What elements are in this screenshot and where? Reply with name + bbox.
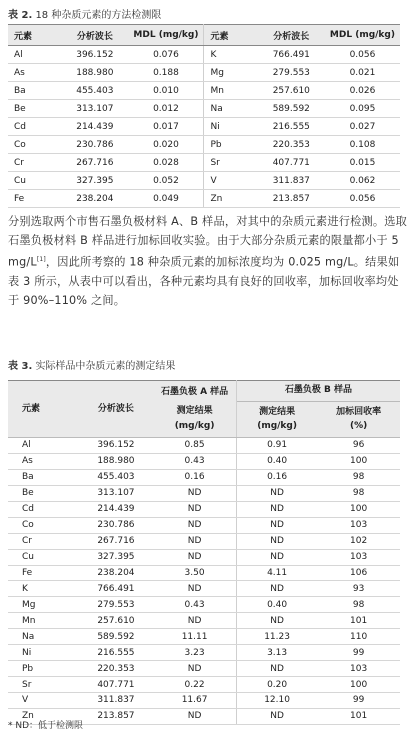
table2-row xyxy=(8,190,400,208)
table3-cell: 103 xyxy=(317,517,400,533)
table3-cell: 267.716 xyxy=(79,533,154,549)
table3-cell: 238.204 xyxy=(79,565,154,581)
table2-cell: 0.020 xyxy=(128,136,204,154)
table2-header-cell: 分析波长 xyxy=(258,25,325,46)
table3-cell: Al xyxy=(8,438,79,454)
table3-row xyxy=(8,565,400,581)
table3-cell: Mn xyxy=(8,613,79,629)
table3-cell: 99 xyxy=(317,693,400,709)
table2-row xyxy=(8,154,400,172)
table3-cell: ND xyxy=(153,533,236,549)
table3-cell: ND xyxy=(236,517,317,533)
paragraph-text-continued: ，因此所考察的 18 种杂质元素的加标浓度均为 0.025 mg/L。结果如表 3 所示，从表中可以看出，各种元素均具有良好的回收率，加标回收率均处于 90%–110% 之间。 xyxy=(8,255,400,307)
table3-cell: 100 xyxy=(317,453,400,469)
table3-cell: Sr xyxy=(8,677,79,693)
table2-cell: 0.027 xyxy=(325,118,400,136)
table2-cell: Mn xyxy=(204,82,258,100)
table2-row xyxy=(8,46,400,64)
table3-cell: 100 xyxy=(317,677,400,693)
table2-cell: Fe xyxy=(8,190,61,208)
table2-cell: 0.188 xyxy=(128,64,204,82)
paragraph-text: 分别选取两个市售石墨负极材料 A、B 样品，对其中的杂质元素进行检测。选取石墨负极材料 B 样品进行加标回收实验。由于大部分杂质元素的限量都小于 5 mg/L xyxy=(8,215,408,269)
table2-cell: As xyxy=(8,64,61,82)
table3-header-b-recovery: 加标回收率 xyxy=(317,401,400,419)
table2-cell: 238.204 xyxy=(61,190,128,208)
table3-cell: 3.13 xyxy=(236,645,317,661)
table2-cell: 279.553 xyxy=(258,64,325,82)
table2-cell: 0.076 xyxy=(128,46,204,64)
table3-cell: 213.857 xyxy=(79,708,154,724)
table3-cell: 0.22 xyxy=(153,677,236,693)
table2-cell: 407.771 xyxy=(258,154,325,172)
table3-cell: 103 xyxy=(317,661,400,677)
table3-cell: 279.553 xyxy=(79,597,154,613)
table2-cell: 230.786 xyxy=(61,136,128,154)
table3-header-element: 元素 xyxy=(8,381,79,438)
table3-row xyxy=(8,581,400,597)
table2-cell: 220.353 xyxy=(258,136,325,154)
table2-caption-number: 表 2. xyxy=(8,10,33,21)
table3-cell: 407.771 xyxy=(79,677,154,693)
table3-cell: 0.40 xyxy=(236,453,317,469)
table2-cell: 0.049 xyxy=(128,190,204,208)
table3-cell: 396.152 xyxy=(79,438,154,454)
table2-caption xyxy=(8,6,161,21)
table2-cell: Ba xyxy=(8,82,61,100)
table2-row xyxy=(8,100,400,118)
table3-cell: Zn xyxy=(8,708,79,724)
table3-cell: 0.16 xyxy=(153,469,236,485)
table3-caption xyxy=(8,357,175,372)
table3-cell: ND xyxy=(153,549,236,565)
table3-cell: 93 xyxy=(317,581,400,597)
table3-row xyxy=(8,613,400,629)
table2-cell: Pb xyxy=(204,136,258,154)
table2-cell: 0.062 xyxy=(325,172,400,190)
table3-cell: 311.837 xyxy=(79,693,154,709)
table3-row xyxy=(8,438,400,454)
table3-cell: 0.85 xyxy=(153,438,236,454)
table3-header-wavelength: 分析波长 xyxy=(79,381,154,438)
footnote: * ND：低于检测限 xyxy=(8,721,84,731)
table3-cell: Na xyxy=(8,629,79,645)
table3-cell: ND xyxy=(236,708,317,724)
table2-cell: 0.017 xyxy=(128,118,204,136)
table3-header-b-result: 测定结果 xyxy=(236,401,317,419)
table2-cell: 327.395 xyxy=(61,172,128,190)
table3-row xyxy=(8,453,400,469)
table3-cell: Pb xyxy=(8,661,79,677)
table3-row xyxy=(8,533,400,549)
table3-cell: 3.50 xyxy=(153,565,236,581)
table3-caption-text: 实际样品中杂质元素的测定结果 xyxy=(35,361,176,372)
table2-cell: 213.857 xyxy=(258,190,325,208)
table3-row xyxy=(8,469,400,485)
table3-cell: 11.67 xyxy=(153,693,236,709)
table3-row xyxy=(8,549,400,565)
table3-cell: 102 xyxy=(317,533,400,549)
table3-cell: 0.43 xyxy=(153,597,236,613)
table3-cell: As xyxy=(8,453,79,469)
table3-cell: 455.403 xyxy=(79,469,154,485)
table2-cell: 455.403 xyxy=(61,82,128,100)
table3-cell: 0.91 xyxy=(236,438,317,454)
table3-cell: 98 xyxy=(317,485,400,501)
table3-cell: Cd xyxy=(8,501,79,517)
table2-cell: 216.555 xyxy=(258,118,325,136)
table3-header-b-unit: (mg/kg) xyxy=(236,419,317,437)
table2-cell: 188.980 xyxy=(61,64,128,82)
table3-row xyxy=(8,661,400,677)
table3-cell: 188.980 xyxy=(79,453,154,469)
table3-cell: Ba xyxy=(8,469,79,485)
table2-cell: 267.716 xyxy=(61,154,128,172)
table3-row xyxy=(8,597,400,613)
table2-cell: Co xyxy=(8,136,61,154)
table3-cell: ND xyxy=(153,581,236,597)
table2-cell: Ni xyxy=(204,118,258,136)
table3-cell: ND xyxy=(236,485,317,501)
table3-cell: Ni xyxy=(8,645,79,661)
table3-row xyxy=(8,629,400,645)
table3-cell: V xyxy=(8,693,79,709)
table2-row xyxy=(8,118,400,136)
table2-cell: Cu xyxy=(8,172,61,190)
table2-cell: 0.012 xyxy=(128,100,204,118)
table2-detection-limits xyxy=(8,24,400,208)
table3-cell: Co xyxy=(8,517,79,533)
table3-cell: 103 xyxy=(317,549,400,565)
table3-row xyxy=(8,645,400,661)
table3-cell: K xyxy=(8,581,79,597)
table3-cell: 589.592 xyxy=(79,629,154,645)
table2-header-cell: 元素 xyxy=(8,25,61,46)
table3-header-row-1 xyxy=(8,381,400,402)
table3-cell: 0.20 xyxy=(236,677,317,693)
table3-cell: ND xyxy=(236,581,317,597)
table3-cell: 214.439 xyxy=(79,501,154,517)
table2-cell: Mg xyxy=(204,64,258,82)
table2-cell: 0.052 xyxy=(128,172,204,190)
table3-cell: 220.353 xyxy=(79,661,154,677)
table3-cell: ND xyxy=(153,517,236,533)
table3-cell: ND xyxy=(153,501,236,517)
table3-cell: 230.786 xyxy=(79,517,154,533)
table3-row xyxy=(8,517,400,533)
table2-cell: Na xyxy=(204,100,258,118)
table2-cell: 396.152 xyxy=(61,46,128,64)
table3-header-sample-a: 石墨负极 A 样品 xyxy=(153,381,236,402)
table2-cell: 589.592 xyxy=(258,100,325,118)
table3-header-a-unit: (mg/kg) xyxy=(153,419,236,437)
table3-header-recovery-unit: (%) xyxy=(317,419,400,437)
citation-reference: [1] xyxy=(36,256,46,263)
table2-cell: 0.028 xyxy=(128,154,204,172)
table3-cell: Cr xyxy=(8,533,79,549)
table3-cell: 98 xyxy=(317,597,400,613)
table2-cell: K xyxy=(204,46,258,64)
table3-cell: 327.395 xyxy=(79,549,154,565)
table3-cell: 4.11 xyxy=(236,565,317,581)
table2-row xyxy=(8,64,400,82)
table3-header-a-result: 测定结果 xyxy=(153,401,236,419)
table2-cell: 0.056 xyxy=(325,190,400,208)
table2-cell: 257.610 xyxy=(258,82,325,100)
table3-row xyxy=(8,501,400,517)
table3-cell: 106 xyxy=(317,565,400,581)
table3-cell: ND xyxy=(236,533,317,549)
table3-cell: Mg xyxy=(8,597,79,613)
table3-cell: 110 xyxy=(317,629,400,645)
table2-cell: 0.021 xyxy=(325,64,400,82)
table3-cell: 0.40 xyxy=(236,597,317,613)
table2-cell: 0.056 xyxy=(325,46,400,64)
table3-row xyxy=(8,677,400,693)
table2-cell: 0.010 xyxy=(128,82,204,100)
table3-cell: 100 xyxy=(317,501,400,517)
table2-cell: 0.108 xyxy=(325,136,400,154)
table3-row xyxy=(8,485,400,501)
table2-cell: 0.026 xyxy=(325,82,400,100)
table3-cell: 12.10 xyxy=(236,693,317,709)
table3-cell: 11.23 xyxy=(236,629,317,645)
table2-cell: 311.837 xyxy=(258,172,325,190)
table2-row xyxy=(8,82,400,100)
table2-cell: V xyxy=(204,172,258,190)
table2-header-cell: MDL (mg/kg) xyxy=(128,25,204,46)
table3-cell: 313.107 xyxy=(79,485,154,501)
table2-cell: Al xyxy=(8,46,61,64)
table2-cell: Sr xyxy=(204,154,258,172)
table2-header-row xyxy=(8,25,400,46)
table3-cell: 3.23 xyxy=(153,645,236,661)
table2-cell: 313.107 xyxy=(61,100,128,118)
table3-header-sample-b: 石墨负极 B 样品 xyxy=(236,381,400,402)
table3-cell: ND xyxy=(236,613,317,629)
table3-cell: ND xyxy=(236,549,317,565)
table2-caption-text: 18 种杂质元素的方法检测限 xyxy=(35,10,162,21)
table2-cell: 766.491 xyxy=(258,46,325,64)
table2-row xyxy=(8,172,400,190)
table3-cell: ND xyxy=(153,613,236,629)
table3-cell: 766.491 xyxy=(79,581,154,597)
table2-header-cell: MDL (mg/kg) xyxy=(325,25,400,46)
table3-cell: 98 xyxy=(317,469,400,485)
table2-header-cell: 元素 xyxy=(204,25,258,46)
table3-cell: 96 xyxy=(317,438,400,454)
table2-cell: Cr xyxy=(8,154,61,172)
table2-cell: Zn xyxy=(204,190,258,208)
table2-cell: 214.439 xyxy=(61,118,128,136)
body-paragraph xyxy=(8,212,408,310)
table3-cell: 0.43 xyxy=(153,453,236,469)
table2-cell: 0.015 xyxy=(325,154,400,172)
table2-row xyxy=(8,136,400,154)
table3-cell: 11.11 xyxy=(153,629,236,645)
table3-sample-results xyxy=(8,380,400,725)
table3-cell: Cu xyxy=(8,549,79,565)
table2-header-cell: 分析波长 xyxy=(61,25,128,46)
table3-cell: ND xyxy=(236,661,317,677)
table3-cell: 101 xyxy=(317,708,400,724)
table3-cell: ND xyxy=(153,708,236,724)
table3-cell: Be xyxy=(8,485,79,501)
table3-cell: ND xyxy=(236,501,317,517)
table3-cell: ND xyxy=(153,661,236,677)
table3-cell: 99 xyxy=(317,645,400,661)
table2-cell: 0.095 xyxy=(325,100,400,118)
table3-row xyxy=(8,693,400,709)
table3-cell: 101 xyxy=(317,613,400,629)
table3-caption-number: 表 3. xyxy=(8,361,33,372)
table2-cell: Be xyxy=(8,100,61,118)
table2-cell: Cd xyxy=(8,118,61,136)
table3-cell: Fe xyxy=(8,565,79,581)
table3-cell: ND xyxy=(153,485,236,501)
table3-cell: 216.555 xyxy=(79,645,154,661)
table3-cell: 0.16 xyxy=(236,469,317,485)
table3-cell: 257.610 xyxy=(79,613,154,629)
